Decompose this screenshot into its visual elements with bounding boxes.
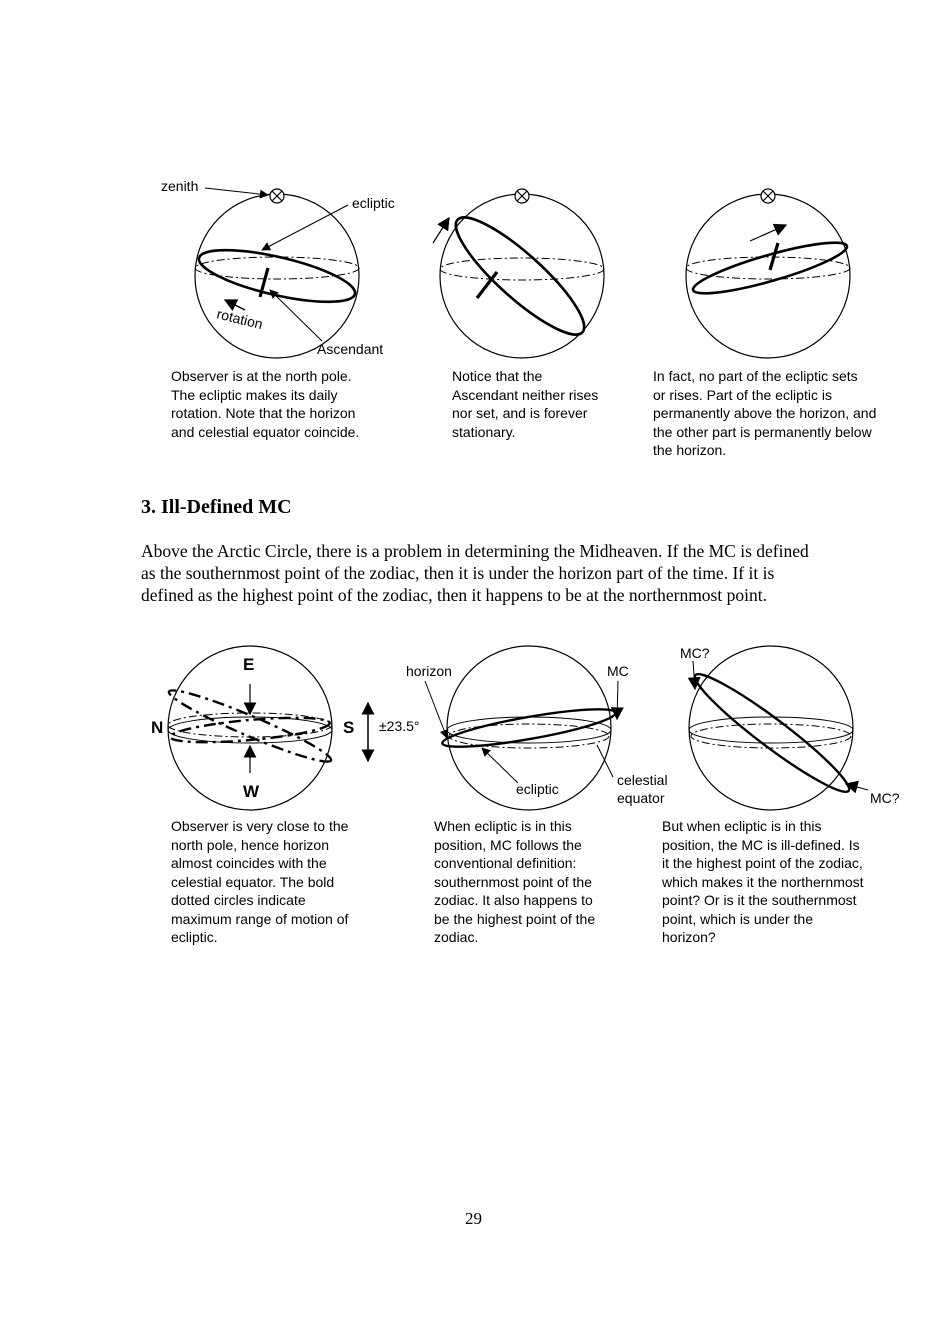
caption-conventional-mc: When ecliptic is in this position, MC follows the conventional definition: southernmost point of the zodiac. It also happens to be the highest point of the zodiac. (434, 818, 596, 945)
label-south: S (343, 718, 355, 737)
zenith-icon (761, 189, 775, 203)
figure-ascendant-stationary (433, 189, 604, 358)
label-horizon: horizon (406, 663, 452, 679)
label-celestial: celestial (617, 772, 668, 788)
celestial-equator (691, 724, 851, 748)
zenith-icon (270, 189, 284, 203)
section-paragraph: Above the Arctic Circle, there is a problem in determining the Midheaven. If the MC is defined as the southernmost point of the zodiac, then it is under the horizon part of the time. If it is defined as the highest point of the zodiac, then it happens to be at the northernmost point. (141, 541, 809, 605)
horizon-equator (440, 258, 604, 280)
ascendant-pointer (270, 290, 322, 341)
figure-north-pole (161, 178, 395, 358)
label-mc-top: MC? (680, 645, 710, 661)
caption-north-pole: Observer is at the north pole. The ecliptic makes its daily rotation. Note that the horizon and celestial equator coincide. (171, 368, 360, 440)
label-ecliptic: ecliptic (516, 781, 559, 797)
label-north: N (151, 718, 164, 737)
section-heading: 3. Ill-Defined MC (141, 496, 292, 518)
ecliptic-pointer (262, 205, 348, 250)
caption-ascendant-stationary: Notice that the Ascendant neither rises nor set, and is forever stationary. (452, 368, 599, 440)
figure-ecliptic-never-sets (686, 189, 850, 358)
caption-ill-defined-mc: But when ecliptic is in this position, the MC is ill-defined. Is it the highest point of the zodiac, which makes it the northernmost point? Or is it the southernmost point, which is under the horizon? (662, 818, 864, 945)
label-west: W (243, 782, 260, 801)
ecliptic-ring (687, 664, 857, 802)
rotation-arrow-icon (750, 225, 786, 241)
equator-pointer (597, 745, 613, 777)
label-mc-bottom: MC? (870, 790, 900, 806)
zenith-icon (515, 189, 529, 203)
rotation-arrow-icon (433, 218, 449, 243)
figure-ecliptic-range (151, 646, 420, 810)
figure-conventional-mc (406, 646, 668, 810)
ecliptic-ring (443, 203, 597, 348)
mc-pointer (617, 681, 618, 719)
label-ascendant: Ascendant (317, 341, 384, 357)
label-east: E (243, 655, 255, 674)
caption-ecliptic-range: Observer is very close to the north pole, hence horizon almost coincides with the celestial equator. The bold dotted circles indicate maximum range of motion of ecliptic. (171, 818, 349, 945)
label-range: ±23.5° (379, 718, 420, 734)
label-ecliptic: ecliptic (352, 195, 395, 211)
zenith-pointer (205, 188, 268, 195)
horizon-pointer (425, 681, 447, 738)
label-equator: equator (617, 790, 665, 806)
label-rotation: rotation (215, 305, 265, 333)
label-zenith: zenith (161, 178, 199, 194)
label-mc: MC (607, 663, 629, 679)
page-number: 29 (465, 1209, 482, 1228)
figure-ill-defined-mc (680, 645, 900, 810)
horizon (689, 717, 853, 743)
ecliptic-pointer (482, 748, 518, 783)
caption-ecliptic-never-sets: In fact, no part of the ecliptic sets or rises. Part of the ecliptic is permanently above the horizon, and the other part is permanently below the horizon. (653, 368, 877, 458)
ascendant-tick (770, 243, 778, 270)
ecliptic-ring (195, 239, 359, 312)
